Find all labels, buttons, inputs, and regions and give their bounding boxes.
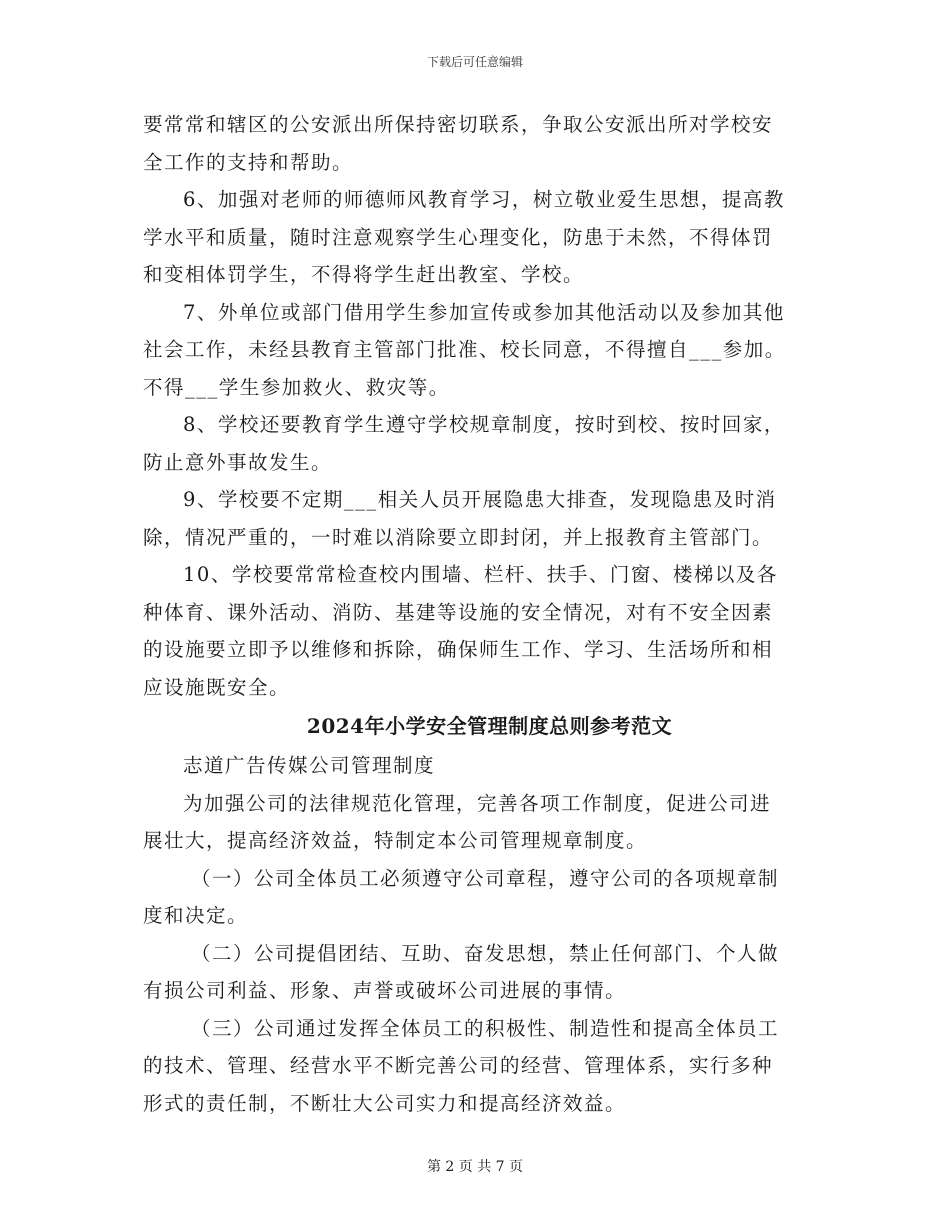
company-heading: 志道广告传媒公司管理制度: [183, 754, 436, 777]
page-number: 第 2 页 共 7 页: [426, 1159, 524, 1175]
paragraph-line: 的技术、管理、经营水平不断完善公司的经营、管理体系，实行多种: [143, 1054, 774, 1077]
paragraph-line: 8、学校还要教育学生遵守学校规章制度，按时到校、按时回家，: [183, 413, 785, 436]
paragraph-line: （二）公司提倡团结、互助、奋发思想，禁止任何部门、个人做: [191, 941, 780, 965]
paragraph-line: 不得___学生参加救火、救灾等。: [143, 375, 450, 399]
paragraph-line: 要常常和辖区的公安派出所保持密切联系，争取公安派出所对学校安: [143, 113, 774, 136]
paragraph-line: 为加强公司的法律规范化管理，完善各项工作制度，促进公司进: [183, 791, 772, 815]
paragraph-line: 社会工作，未经县教育主管部门批准、校长同意，不得擅自___参加。: [143, 338, 786, 361]
paragraph-line: 有损公司利益、形象、声誉或破坏公司进展的事情。: [143, 979, 627, 1002]
paragraph-line: 形式的责任制，不断壮大公司实力和提高经济效益。: [143, 1091, 627, 1115]
paragraph-line: 度和决定。: [143, 904, 249, 927]
paragraph-line: 防止意外事故发生。: [143, 450, 333, 474]
section-title: 2024年小学安全管理制度总则参考范文: [306, 714, 673, 738]
paragraph-line: 6、加强对老师的师德师风教育学习，树立敬业爱生思想，提高教: [183, 188, 785, 211]
paragraph-line: 和变相体罚学生，不得将学生赶出教室、学校。: [143, 263, 585, 286]
paragraph-line: 9、学校要不定期___相关人员开展隐患大排查，发现隐患及时消: [183, 488, 777, 511]
document-body: [143, 106, 811, 1122]
paragraph-line: 种体育、课外活动、消防、基建等设施的安全情况，对有不安全因素: [143, 600, 774, 624]
paragraph-line: 10、学校要常常检查校内围墙、栏杆、扶手、门窗、楼梯以及各: [183, 563, 778, 586]
paragraph-line: 应设施既安全。: [143, 675, 291, 699]
paragraph-line: 全工作的支持和帮助。: [143, 150, 354, 174]
paragraph-line: 的设施要立即予以维修和拆除，确保师生工作、学习、生活场所和相: [143, 638, 774, 661]
paragraph-line: 学水平和质量，随时注意观察学生心理变化，防患于未然，不得体罚: [143, 225, 774, 249]
paragraph-line: 除，情况严重的，一时难以消除要立即封闭，并上报教育主管部门。: [143, 525, 774, 549]
paragraph-line: 展壮大，提高经济效益，特制定本公司管理规章制度。: [143, 829, 648, 852]
header-note: 下载后可任意编辑: [426, 55, 523, 69]
paragraph-line: 7、外单位或部门借用学生参加宣传或参加其他活动以及参加其他: [183, 300, 785, 324]
paragraph-line: （一）公司全体员工必须遵守公司章程，遵守公司的各项规章制: [191, 866, 780, 890]
paragraph-line: （三）公司通过发挥全体员工的积极性、制造性和提高全体员工: [191, 1016, 780, 1040]
